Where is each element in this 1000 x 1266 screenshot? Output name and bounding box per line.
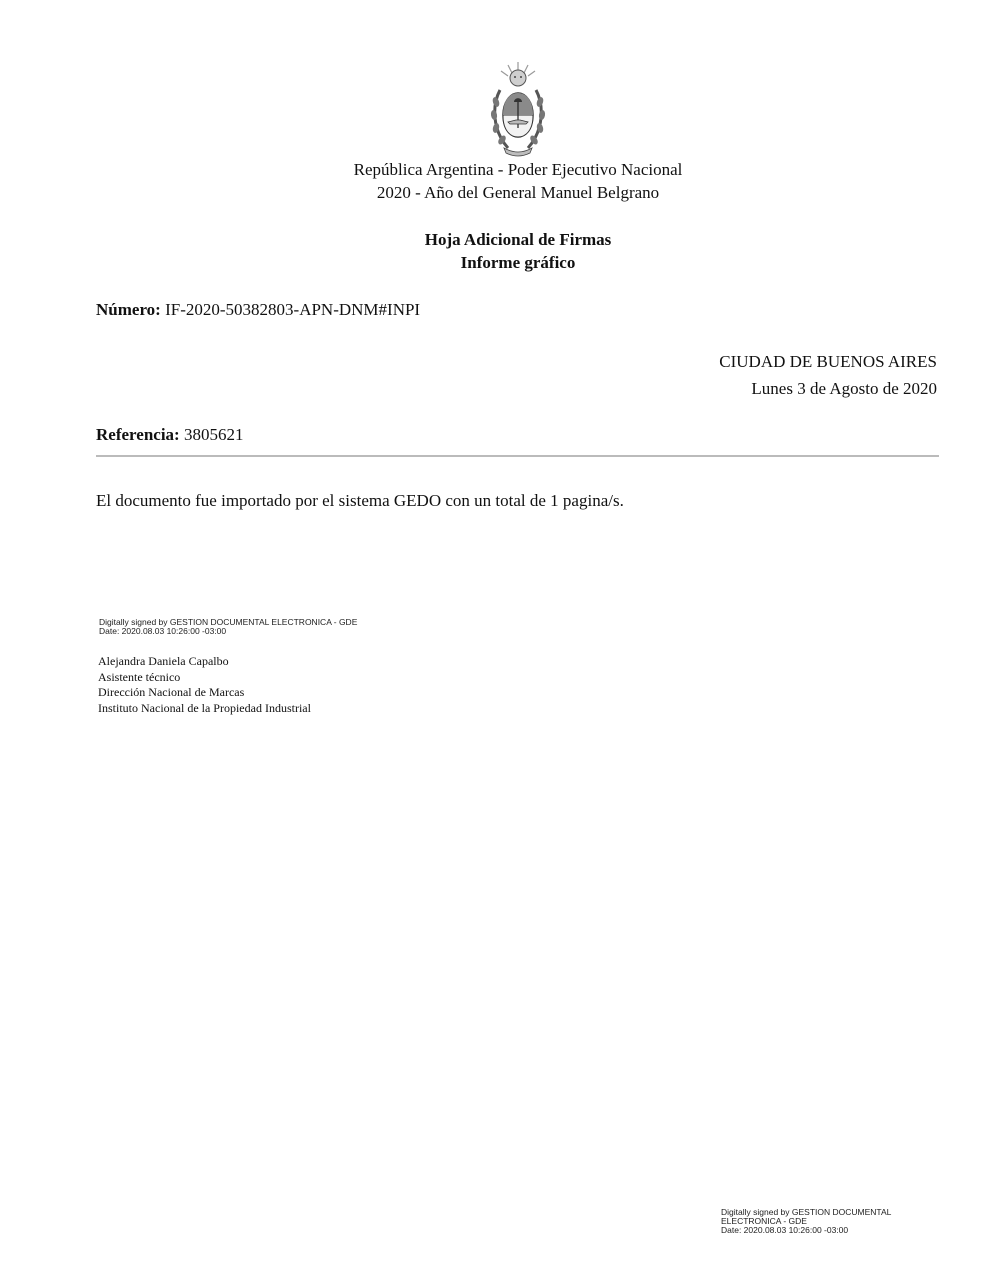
signer-institute: Instituto Nacional de la Propiedad Industrial (98, 700, 311, 715)
referencia-row (96, 425, 243, 445)
body-text: El documento fue importado por el sistema GEDO con un total de 1 pagina/s. (96, 491, 624, 510)
numero-row (96, 300, 420, 320)
numero-label: Número: (96, 300, 161, 319)
document-subtitle: Informe gráfico (460, 253, 576, 272)
document-title: Hoja Adicional de Firmas (424, 230, 612, 249)
footer-signature-line1: Digitally signed by GESTION DOCUMENTAL (721, 1207, 892, 1217)
signer-role: Asistente técnico (98, 669, 181, 684)
coat-of-arms-icon (486, 60, 550, 160)
place-date-block (719, 348, 937, 402)
digital-signature-line1: Digitally signed by GESTION DOCUMENTAL ELECTRONICA - GDE (99, 617, 358, 627)
footer-signature-block (721, 1208, 891, 1235)
footer-signature-date: Date: 2020.08.03 10:26:00 -03:00 (721, 1225, 849, 1235)
city: CIUDAD DE BUENOS AIRES (719, 352, 937, 371)
referencia-label: Referencia: (96, 425, 180, 444)
digital-signature-block (99, 618, 357, 636)
header-year-motto: 2020 - Año del General Manuel Belgrano (376, 183, 660, 202)
signer-name: Alejandra Daniela Capalbo (98, 654, 229, 668)
numero-value: IF-2020-50382803-APN-DNM#INPI (165, 300, 421, 319)
divider (96, 455, 939, 457)
header-republica: República Argentina - Poder Ejecutivo Nacional (353, 160, 683, 179)
referencia-value: 3805621 (183, 425, 244, 444)
digital-signature-date: Date: 2020.08.03 10:26:00 -03:00 (99, 626, 227, 636)
signer-block (98, 654, 311, 716)
signer-office: Dirección Nacional de Marcas (98, 685, 245, 699)
date: Lunes 3 de Agosto de 2020 (751, 379, 937, 398)
footer-signature-line2: ELECTRONICA - GDE (721, 1216, 807, 1226)
